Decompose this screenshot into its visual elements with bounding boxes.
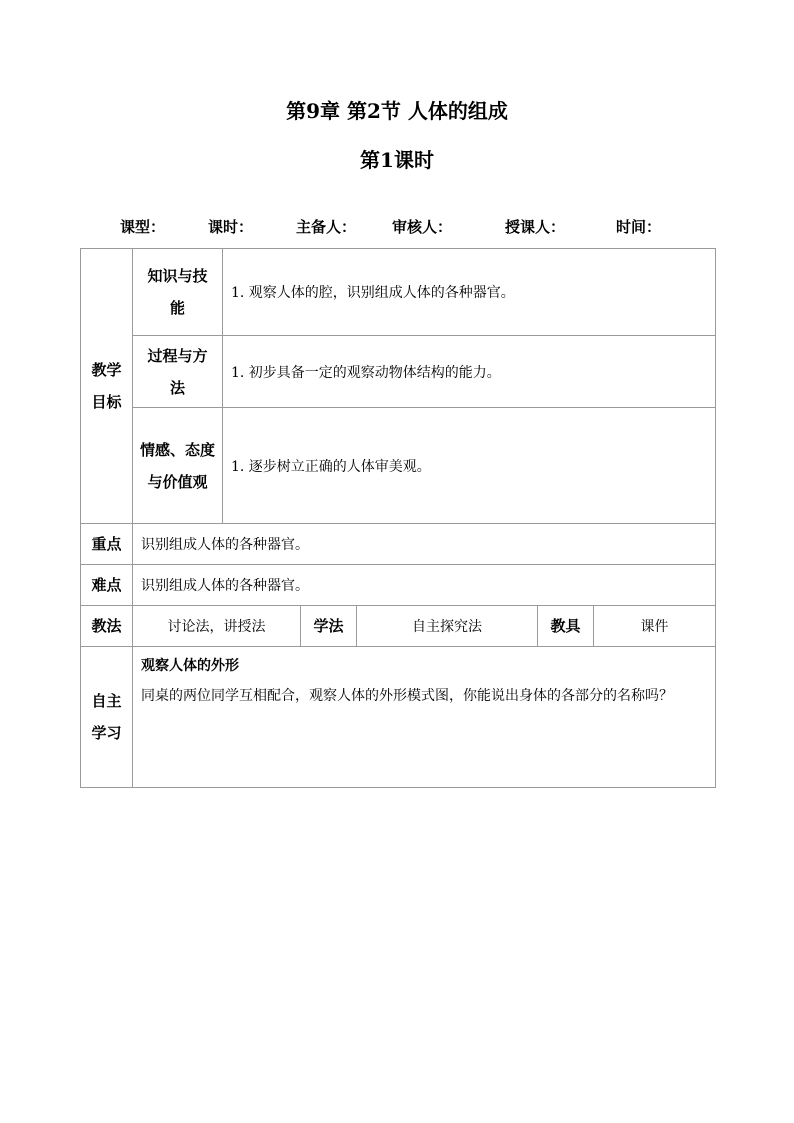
self-study-text: 同桌的两位同学互相配合，观察人体的外形模式图，你能说出身体的各部分的名称吗？: [141, 688, 673, 704]
teaching-tools-value: 课件: [594, 606, 716, 647]
page-title: 第9章 第2节 人体的组成: [286, 99, 508, 123]
goal-label-knowledge: 知识与技能: [133, 249, 223, 336]
meta-reviewer: 审核人：: [392, 218, 453, 236]
table-row: [81, 336, 716, 408]
table-row: [81, 408, 716, 524]
teaching-method-label: 教法: [81, 606, 133, 647]
teaching-method-value: 讨论法，讲授法: [133, 606, 301, 647]
teaching-tools-label: 教具: [538, 606, 594, 647]
table-row: [81, 524, 716, 565]
table-row: [81, 647, 716, 788]
meta-teacher: 授课人：: [505, 218, 566, 236]
goal-content-knowledge: 1. 观察人体的腔，识别组成人体的各种器官。: [223, 249, 716, 336]
key-point-content: 识别组成人体的各种器官。: [133, 524, 716, 565]
key-point-label: 重点: [81, 524, 133, 565]
learning-method-label: 学法: [301, 606, 357, 647]
goals-label: 教学目标: [81, 249, 133, 524]
meta-lesson-type: 课型：: [120, 218, 166, 236]
difficulty-label: 难点: [81, 565, 133, 606]
table-row: [81, 249, 716, 336]
table-row: [81, 606, 716, 647]
meta-preparer: 主备人：: [296, 218, 357, 236]
self-study-heading: 观察人体的外形: [141, 658, 239, 674]
goal-content-process: 1. 初步具备一定的观察动物体结构的能力。: [223, 336, 716, 408]
meta-lesson-hours: 课时：: [208, 218, 254, 236]
lesson-plan-table: [80, 248, 716, 788]
self-study-label: 自主学习: [81, 647, 133, 788]
learning-method-value: 自主探究法: [357, 606, 538, 647]
goal-label-attitude: 情感、态度与价值观: [133, 408, 223, 524]
table-row: [81, 565, 716, 606]
goal-content-attitude: 1. 逐步树立正确的人体审美观。: [223, 408, 716, 524]
page-subtitle: 第1课时: [360, 148, 434, 172]
difficulty-content: 识别组成人体的各种器官。: [133, 565, 716, 606]
self-study-content: [133, 647, 716, 788]
goal-label-process: 过程与方法: [133, 336, 223, 408]
meta-time: 时间：: [616, 218, 662, 236]
